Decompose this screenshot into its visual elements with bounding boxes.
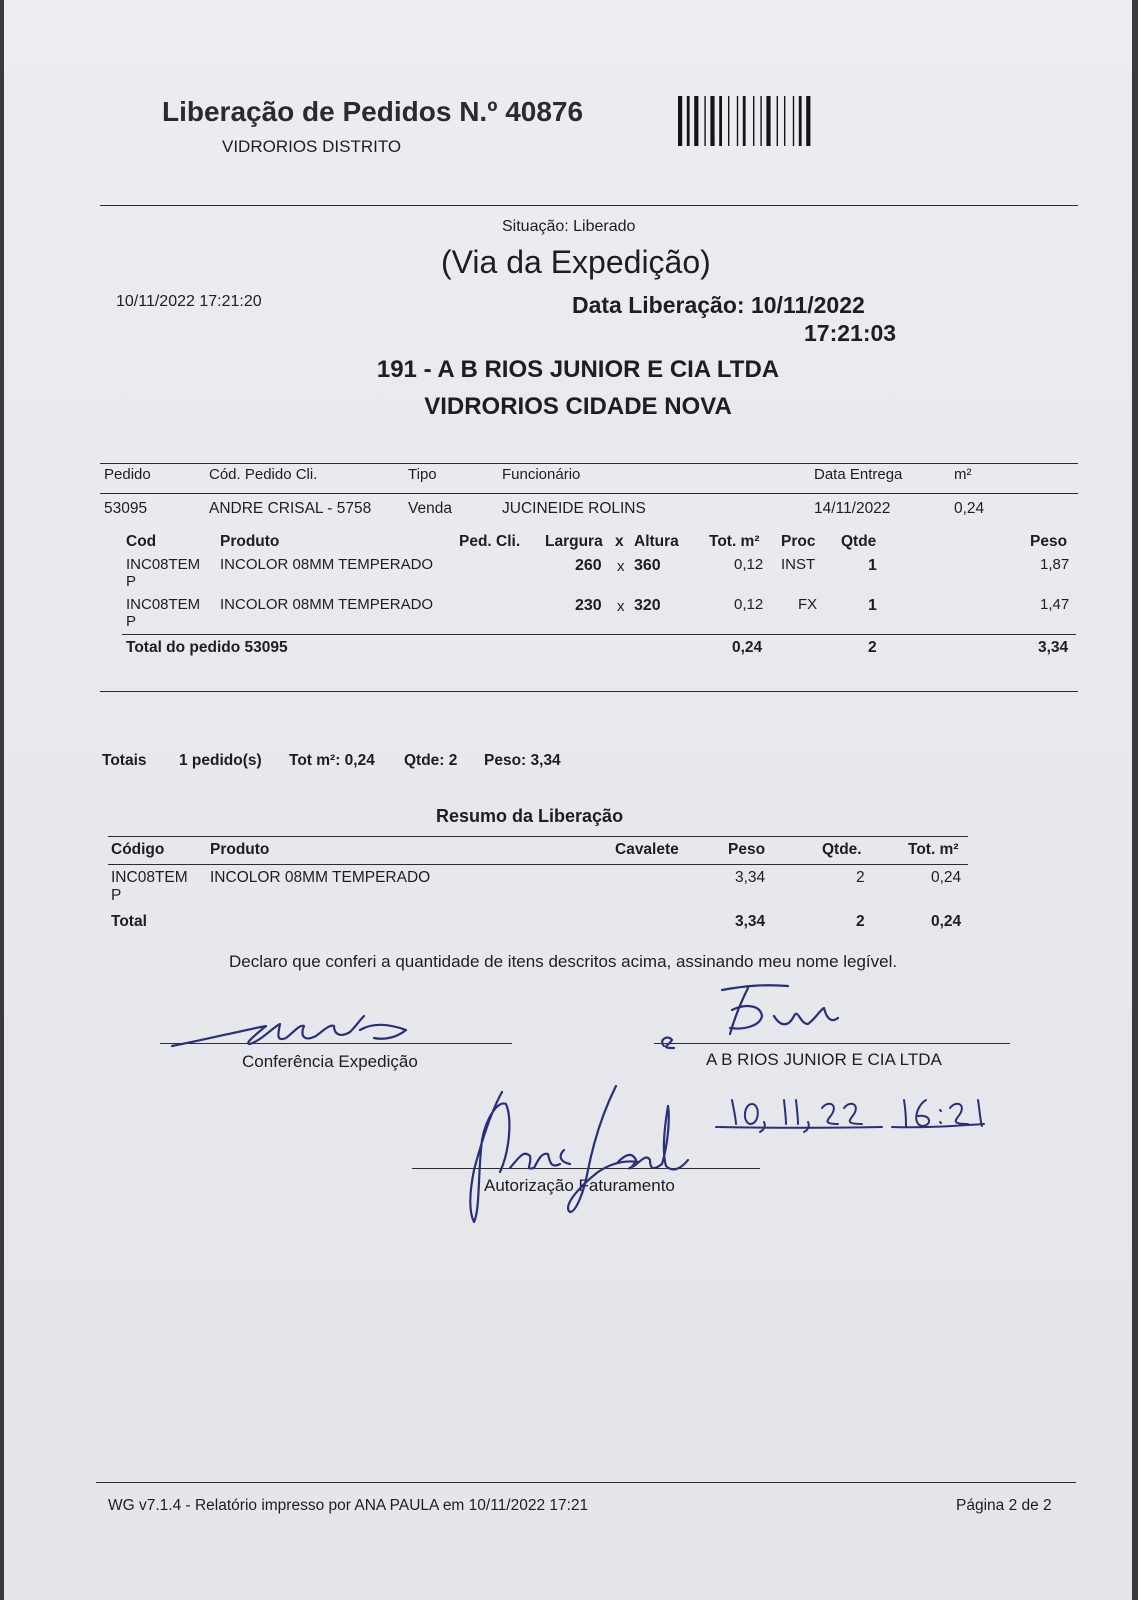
- item-col-peso: Peso: [1030, 533, 1068, 550]
- order-top-rule: [100, 463, 1078, 464]
- col-data-entrega: Data Entrega: [814, 466, 903, 483]
- totais-peso: Peso: 3,34: [484, 752, 561, 769]
- order-total-rule: [122, 634, 1076, 635]
- order-bottom-rule: [100, 691, 1078, 692]
- item-1-proc: INST: [781, 556, 816, 573]
- order-header-rule: [100, 493, 1078, 494]
- resumo-col-produto: Produto: [210, 841, 270, 858]
- status-label: Situação: Liberado: [502, 218, 636, 235]
- branch-name: VIDRORIOS DISTRITO: [222, 137, 402, 156]
- order-total-m2: 0,24: [732, 639, 763, 656]
- order-total-label: Total do pedido 53095: [126, 639, 288, 656]
- resumo-row-peso: 3,34: [735, 869, 766, 886]
- signature-conferencia-icon: [172, 1016, 406, 1046]
- release-time: 17:21:03: [804, 320, 897, 346]
- order-funcionario: JUCINEIDE ROLINS: [502, 500, 646, 517]
- resumo-title: Resumo da Liberação: [436, 806, 624, 826]
- item-col-proc: Proc: [781, 533, 816, 550]
- resumo-total-label: Total: [111, 913, 147, 930]
- barcode-icon: [678, 96, 852, 146]
- item-1-altura: 360: [634, 557, 661, 574]
- item-2-altura: 320: [634, 597, 661, 614]
- item-2-proc: FX: [798, 596, 818, 613]
- item-col-cod: Cod: [126, 533, 157, 550]
- order-total-peso: 3,34: [1038, 639, 1069, 656]
- handwriting-overlay: [4, 0, 1132, 1600]
- totais-pedidos: 1 pedido(s): [179, 752, 262, 769]
- client-store: VIDRORIOS CIDADE NOVA: [424, 393, 732, 420]
- item-2-qtde: 1: [868, 597, 877, 614]
- col-cod-pedido-cli: Cód. Pedido Cli.: [209, 466, 318, 483]
- item-1-largura: 260: [575, 557, 602, 574]
- resumo-total-tot-m2: 0,24: [931, 913, 962, 930]
- col-pedido: Pedido: [104, 466, 151, 483]
- resumo-row-tot-m2: 0,24: [931, 869, 962, 886]
- report-title: Liberação de Pedidos N.º 40876: [162, 96, 584, 127]
- signature-label-empresa: A B RIOS JUNIOR E CIA LTDA: [706, 1050, 942, 1069]
- order-data-entrega: 14/11/2022: [814, 500, 891, 517]
- release-date: Data Liberação: 10/11/2022: [572, 292, 865, 318]
- footer-rule: [96, 1482, 1076, 1483]
- item-1-peso: 1,87: [1040, 556, 1070, 573]
- resumo-row-codigo: INC08TEM P: [111, 869, 188, 904]
- signature-label-conferencia: Conferência Expedição: [242, 1052, 418, 1071]
- item-2-x: x: [617, 598, 625, 615]
- declaration-text: Declaro que conferi a quantidade de itens descritos acima, assinando meu nome legível.: [229, 952, 898, 971]
- header-divider: [100, 205, 1078, 206]
- item-1-x: x: [617, 558, 625, 575]
- resumo-row-produto: INCOLOR 08MM TEMPERADO: [210, 869, 431, 886]
- handwritten-date-icon: [716, 1100, 984, 1132]
- item-2-tot-m2: 0,12: [734, 596, 764, 613]
- signature-line-autorizacao: [412, 1168, 760, 1169]
- printed-timestamp: 10/11/2022 17:21:20: [116, 293, 262, 310]
- item-2-produto: INCOLOR 08MM TEMPERADO: [220, 596, 434, 613]
- item-1-qtde: 1: [868, 557, 877, 574]
- resumo-top-rule: [108, 836, 968, 837]
- col-m2: m²: [954, 466, 972, 483]
- item-2-peso: 1,47: [1040, 596, 1070, 613]
- signature-empresa-icon: [722, 985, 838, 1034]
- item-1-tot-m2: 0,12: [734, 556, 764, 573]
- totais-qtde: Qtde: 2: [404, 752, 458, 769]
- copy-type: (Via da Expedição): [441, 244, 711, 280]
- resumo-col-cavalete: Cavalete: [615, 841, 679, 858]
- order-m2: 0,24: [954, 500, 985, 517]
- item-col-produto: Produto: [220, 533, 280, 550]
- signature-line-conferencia: [160, 1043, 512, 1044]
- item-col-qtde: Qtde: [841, 533, 877, 550]
- order-cod-pedido-cli: ANDRE CRISAL - 5758: [209, 500, 372, 517]
- order-tipo: Venda: [408, 500, 452, 517]
- totais-m2: Tot m²: 0,24: [289, 752, 375, 769]
- report-sheet: [4, 0, 1132, 1600]
- item-col-x: x: [615, 533, 624, 550]
- resumo-row-qtde: 2: [856, 869, 865, 886]
- item-2-largura: 230: [575, 597, 602, 614]
- signature-autorizacao-icon: [470, 1086, 688, 1222]
- item-col-ped-cli: Ped. Cli.: [459, 533, 521, 550]
- item-col-largura: Largura: [545, 533, 603, 550]
- order-total-qtde: 2: [868, 639, 877, 656]
- resumo-col-tot-m2: Tot. m²: [908, 841, 959, 858]
- item-col-tot-m2: Tot. m²: [709, 533, 760, 550]
- item-col-altura: Altura: [634, 533, 679, 550]
- resumo-total-peso: 3,34: [735, 913, 766, 930]
- footer-printed-by: WG v7.1.4 - Relatório impresso por ANA PAULA em 10/11/2022 17:21: [108, 1497, 589, 1514]
- totais-label: Totais: [102, 752, 147, 769]
- resumo-header-rule: [108, 864, 968, 865]
- resumo-col-qtde: Qtde.: [822, 841, 862, 858]
- signature-line-empresa: [654, 1043, 1010, 1044]
- col-funcionario: Funcionário: [502, 466, 581, 483]
- item-1-cod: INC08TEM P: [126, 556, 201, 590]
- client-name: 191 - A B RIOS JUNIOR E CIA LTDA: [376, 356, 780, 383]
- item-1-produto: INCOLOR 08MM TEMPERADO: [220, 556, 434, 573]
- resumo-col-peso: Peso: [728, 841, 766, 858]
- item-2-cod: INC08TEM P: [126, 596, 201, 630]
- order-pedido: 53095: [104, 500, 148, 517]
- col-tipo: Tipo: [408, 466, 437, 483]
- resumo-total-qtde: 2: [856, 913, 865, 930]
- page-number: Página 2 de 2: [956, 1497, 1052, 1514]
- signature-label-autorizacao: Autorização Faturamento: [484, 1176, 675, 1195]
- resumo-col-codigo: Código: [111, 841, 165, 858]
